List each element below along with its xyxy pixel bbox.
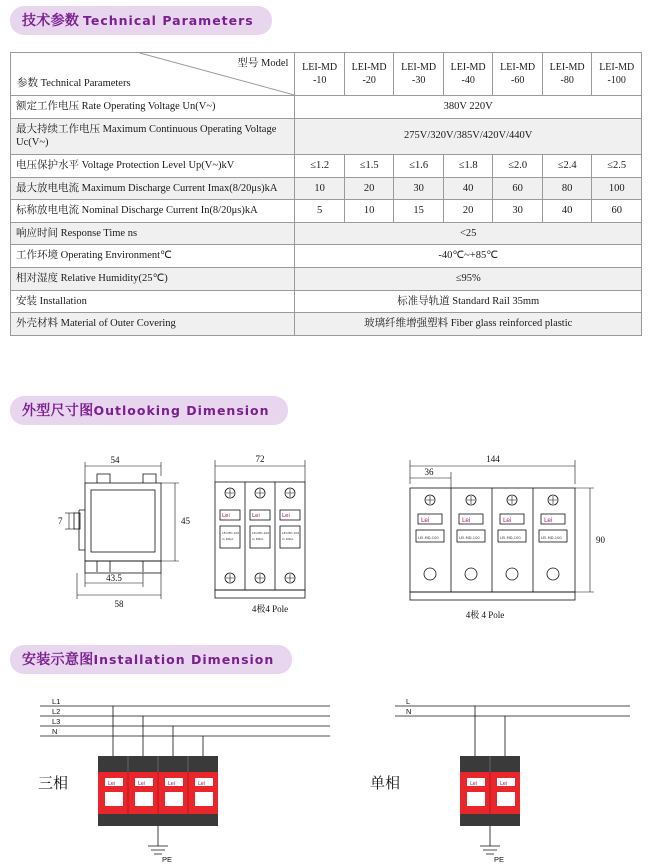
svg-text:Lei: Lei — [198, 781, 206, 787]
corner-param-label: 参数 Technical Parameters — [17, 78, 131, 90]
model-suffix: -10 — [312, 75, 327, 86]
dim-bottom-58: 58 — [114, 599, 124, 609]
row-value-1: 10 — [295, 177, 345, 200]
model-name: LEI-MD — [401, 62, 437, 73]
outlook-title-en: Outlooking Dimension — [93, 403, 270, 418]
model-suffix: -40 — [461, 75, 475, 86]
svg-text:In 60kA: In 60kA — [222, 537, 234, 541]
row-value-merged: -40℃~+85℃ — [295, 245, 642, 268]
parameters-title-en: Technical Parameters — [83, 13, 254, 28]
wire-label-n-single: N — [406, 707, 412, 716]
svg-text:Lei: Lei — [462, 517, 471, 524]
table-row — [11, 118, 642, 154]
model-suffix: -80 — [560, 75, 574, 86]
svg-text:LEI-MD-100: LEI-MD-100 — [222, 531, 240, 535]
installation-pill — [10, 645, 292, 674]
svg-text:In 60kA: In 60kA — [252, 537, 264, 541]
row-value-merged: ≤95% — [295, 268, 642, 291]
row-label: 标称放电电流 Nominal Discharge Current In(8/20μs)kA — [11, 200, 295, 223]
three-pole-front-view — [195, 448, 345, 628]
svg-text:LEI-MD-100: LEI-MD-100 — [252, 531, 270, 535]
row-value-merged: <25 — [295, 222, 642, 245]
row-value-6: 80 — [542, 177, 592, 200]
caption-four-pole-large: 4极 4 Pole — [465, 610, 505, 620]
single-phase-title: 单相 — [370, 776, 401, 792]
table-model-header-4 — [443, 53, 493, 96]
model-name: LEI-MD — [549, 62, 585, 73]
model-suffix: -30 — [411, 75, 426, 86]
wire-label-l2: L2 — [52, 707, 61, 716]
dim-right-45: 45 — [181, 516, 190, 526]
ground-label-pe-single: PE — [494, 855, 505, 864]
row-value-5: ≤2.0 — [493, 154, 543, 177]
table-model-header-5 — [493, 53, 543, 96]
row-value-4: ≤1.8 — [443, 154, 493, 177]
row-label: 外壳材料 Material of Outer Covering — [11, 313, 295, 336]
caption-four-pole-small: 4极4 Pole — [251, 604, 289, 614]
parameters-title-cn: 技术参数 — [22, 14, 83, 29]
svg-text:Lei: Lei — [222, 513, 230, 519]
model-name: LEI-MD — [302, 62, 338, 73]
svg-text:Lei: Lei — [544, 517, 553, 524]
row-value-3: ≤1.6 — [394, 154, 444, 177]
svg-text:Lei: Lei — [138, 781, 146, 787]
row-label: 额定工作电压 Rate Operating Voltage Un(V~) — [11, 96, 295, 119]
dim-left-7: 7 — [58, 516, 63, 526]
table-row — [11, 96, 642, 119]
table-model-header-6 — [542, 53, 592, 96]
table-row — [11, 290, 642, 313]
svg-text:Lei: Lei — [421, 517, 430, 524]
wire-label-l1: L1 — [52, 697, 61, 706]
ground-label-pe: PE — [162, 855, 173, 864]
row-label: 相对湿度 Relative Humidity(25℃) — [11, 268, 295, 291]
model-name: LEI-MD — [500, 62, 536, 73]
table-model-header-3 — [394, 53, 444, 96]
table-row — [11, 313, 642, 336]
table-corner-cell — [11, 53, 295, 96]
installation-diagrams — [0, 680, 652, 864]
four-pole-front-view — [385, 444, 615, 624]
outlook-drawings — [0, 440, 652, 630]
table-body — [11, 53, 642, 336]
table-row — [11, 200, 642, 223]
technical-parameters-table-wrapper — [10, 52, 642, 336]
row-value-6: 40 — [542, 200, 592, 223]
table-row — [11, 154, 642, 177]
row-value-2: 20 — [344, 177, 394, 200]
outlook-pill — [10, 396, 288, 425]
dim-bottom-43-5: 43.5 — [106, 573, 122, 583]
table-header-row — [11, 53, 642, 96]
svg-text:Lei: Lei — [108, 781, 116, 787]
row-label: 工作环境 Operating Environment℃ — [11, 245, 295, 268]
svg-text:Lei: Lei — [168, 781, 176, 787]
section-heading-outlook — [10, 396, 288, 425]
row-value-merged: 275V/320V/385V/420V/440V — [295, 118, 642, 154]
outlook-title-cn: 外型尺寸图 — [22, 404, 94, 419]
svg-text:LEI-MD-100: LEI-MD-100 — [282, 531, 300, 535]
table-model-header-2 — [344, 53, 394, 96]
row-value-7: ≤2.5 — [592, 154, 642, 177]
table-model-header-1 — [295, 53, 345, 96]
dim-width-144: 144 — [486, 454, 500, 464]
row-value-5: 60 — [493, 177, 543, 200]
svg-text:In 60kA: In 60kA — [282, 537, 294, 541]
svg-text:LEI-MD-100: LEI-MD-100 — [459, 536, 480, 540]
corner-model-label: 型号 Model — [237, 58, 289, 69]
row-label: 安装 Installation — [11, 290, 295, 313]
wire-label-l3: L3 — [52, 717, 61, 726]
row-value-4: 40 — [443, 177, 493, 200]
row-label: 最大持续工作电压 Maximum Continuous Operating Voltage Uc(V~) — [11, 118, 295, 154]
model-name: LEI-MD — [450, 62, 486, 73]
technical-parameters-table — [10, 52, 642, 336]
svg-text:LEI-MD-100: LEI-MD-100 — [541, 536, 562, 540]
svg-text:Lei: Lei — [503, 517, 512, 524]
row-value-6: ≤2.4 — [542, 154, 592, 177]
row-value-7: 100 — [592, 177, 642, 200]
row-value-5: 30 — [493, 200, 543, 223]
dim-top-54: 54 — [110, 455, 120, 465]
svg-text:Lei: Lei — [252, 513, 260, 519]
wire-label-n: N — [52, 727, 58, 736]
row-value-merged: 玻璃纤维增强塑料 Fiber glass reinforced plastic — [295, 313, 642, 336]
section-heading-installation — [10, 645, 292, 674]
svg-text:Lei: Lei — [500, 781, 508, 787]
row-value-1: ≤1.2 — [295, 154, 345, 177]
model-suffix: -100 — [607, 75, 626, 86]
table-model-header-7 — [592, 53, 642, 96]
svg-text:Lei: Lei — [470, 781, 478, 787]
single-phase-diagram — [370, 694, 640, 868]
row-value-1: 5 — [295, 200, 345, 223]
row-value-7: 60 — [592, 200, 642, 223]
row-value-merged: 标准导轨道 Standard Rail 35mm — [295, 290, 642, 313]
row-value-3: 15 — [394, 200, 444, 223]
dim-width-72: 72 — [255, 454, 265, 464]
model-name: LEI-MD — [599, 62, 635, 73]
row-value-3: 30 — [394, 177, 444, 200]
table-row — [11, 268, 642, 291]
model-suffix: -20 — [362, 75, 376, 86]
installation-title-cn: 安装示意图 — [22, 653, 94, 668]
three-phase-title: 三相 — [38, 776, 69, 792]
svg-text:LEI-MD-100: LEI-MD-100 — [500, 536, 521, 540]
row-label: 电压保护水平 Voltage Protection Level Up(V~)kV — [11, 154, 295, 177]
row-value-4: 20 — [443, 200, 493, 223]
row-value-merged: 380V 220V — [295, 96, 642, 119]
installation-title-en: Installation Dimension — [93, 652, 275, 667]
section-heading-parameters — [10, 6, 272, 35]
row-value-2: ≤1.5 — [344, 154, 394, 177]
table-row — [11, 245, 642, 268]
parameters-pill — [10, 6, 272, 35]
svg-text:Lei: Lei — [282, 513, 290, 519]
row-label: 响应时间 Response Time ns — [11, 222, 295, 245]
model-suffix: -60 — [510, 75, 525, 86]
row-label: 最大放电电流 Maximum Discharge Current Imax(8/20μs)kA — [11, 177, 295, 200]
table-row — [11, 177, 642, 200]
model-name: LEI-MD — [351, 62, 387, 73]
svg-text:LEI-MD-100: LEI-MD-100 — [418, 536, 439, 540]
dim-height-90: 90 — [596, 535, 605, 545]
row-value-2: 10 — [344, 200, 394, 223]
table-row — [11, 222, 642, 245]
wire-label-l: L — [406, 697, 411, 706]
dim-module-36: 36 — [424, 467, 434, 477]
